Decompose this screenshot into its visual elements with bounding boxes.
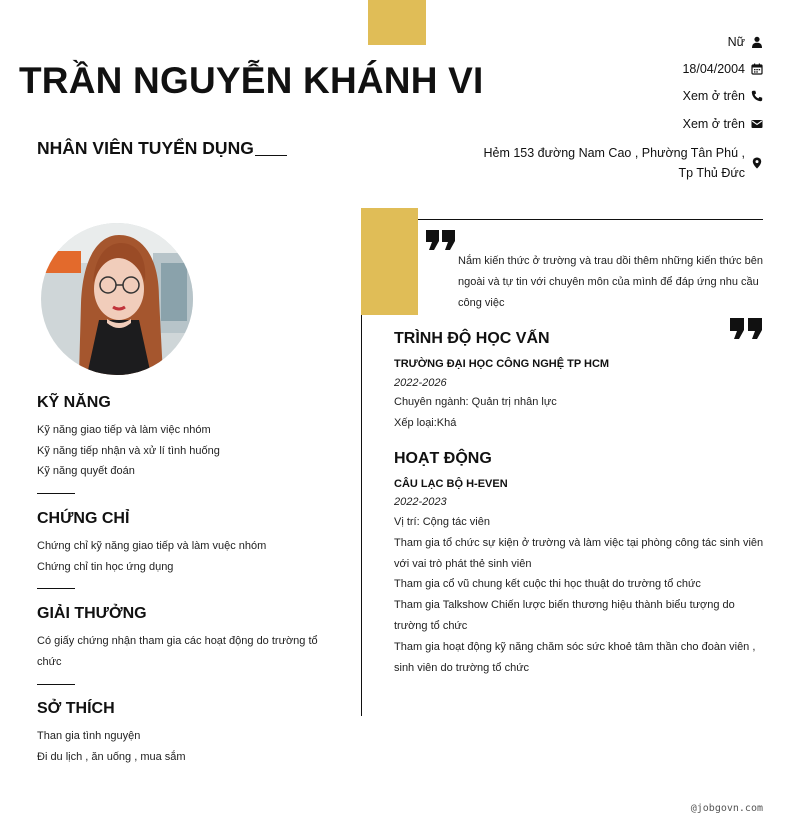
certificate-item: Chứng chỉ tin học ứng dụng bbox=[37, 561, 174, 573]
contact-gender bbox=[728, 35, 763, 49]
gender-text: Nữ bbox=[727, 35, 745, 49]
avatar-photo bbox=[41, 223, 193, 375]
section-divider bbox=[37, 588, 75, 589]
address-line-1: Hẻm 153 đường Nam Cao , Phường Tân Phú , bbox=[483, 146, 745, 160]
skill-item: Kỹ năng quyết đoán bbox=[37, 465, 135, 477]
school-name: TRƯỜNG ĐẠI HỌC CÔNG NGHỆ TP HCM bbox=[394, 358, 610, 370]
email-text: Xem ở trên bbox=[682, 117, 745, 131]
activity-item: Tham gia tổ chức sự kiện ở trường và làm việc tại phòng công tác sinh viên với vai trò phát thẻ sinh viên bbox=[394, 537, 764, 570]
contact-phone bbox=[683, 89, 763, 103]
education-title: TRÌNH ĐỘ HỌC VẤN bbox=[394, 330, 550, 347]
phone-icon bbox=[751, 90, 763, 102]
education-rank: Xếp loại:Khá bbox=[394, 417, 457, 429]
dob-text: 18/04/2004 bbox=[682, 62, 745, 76]
certificate-item: Chứng chỉ kỹ năng giao tiếp và làm vuệc nhóm bbox=[37, 540, 267, 552]
quote-accent-block bbox=[361, 208, 418, 315]
awards-title: GIẢI THƯỞNG bbox=[37, 605, 147, 622]
contact-dob bbox=[682, 62, 763, 76]
candidate-name: TRẦN NGUYỄN KHÁNH VI bbox=[19, 60, 484, 101]
education-major: Chuyên ngành: Quản trị nhân lực bbox=[394, 396, 557, 408]
section-divider bbox=[37, 493, 75, 494]
quote-top-rule bbox=[418, 219, 763, 220]
objective-text: Nắm kiến thức ở trường và trau dồi thêm những kiến thức bên ngoài và tự tin với chuyên môn của mình để đáp ứng nhu cầu công việc bbox=[458, 255, 763, 309]
contact-email bbox=[683, 117, 763, 131]
certificates-title: CHỨNG CHỈ bbox=[37, 510, 130, 527]
hobby-item: Than gia tình nguyện bbox=[37, 730, 141, 742]
address-line-2: Tp Thủ Đức bbox=[678, 166, 745, 180]
education-period: 2022-2026 bbox=[394, 377, 447, 389]
calendar-icon bbox=[751, 63, 763, 75]
address-text bbox=[483, 143, 745, 183]
contact-address bbox=[483, 143, 763, 183]
activity-position: Vị trí: Cộng tác viên bbox=[394, 516, 490, 528]
activities-title: HOẠT ĐỘNG bbox=[394, 450, 492, 467]
skill-item: Kỹ năng tiếp nhận và xử lí tình huống bbox=[37, 445, 220, 457]
quote-close-icon bbox=[730, 318, 763, 339]
section-divider bbox=[37, 684, 75, 685]
job-title-text: NHÂN VIÊN TUYỂN DỤNG bbox=[37, 138, 254, 158]
mail-icon bbox=[751, 118, 763, 130]
user-icon bbox=[751, 36, 763, 48]
avatar bbox=[41, 223, 193, 375]
activity-item: Tham gia hoạt động kỹ năng chăm sóc sức khoẻ tâm thần cho đoàn viên , sinh viên do trường tổ chức bbox=[394, 641, 756, 674]
top-accent-block bbox=[368, 0, 426, 45]
award-text: Có giấy chứng nhận tham gia các hoạt động do trường tổ chức bbox=[37, 635, 318, 668]
activity-item: Tham gia cổ vũ chung kết cuộc thi học thuật do trường tổ chức bbox=[394, 578, 701, 590]
activity-period: 2022-2023 bbox=[394, 496, 447, 508]
location-pin-icon bbox=[751, 157, 763, 169]
job-title-underline bbox=[255, 155, 287, 156]
watermark: @jobgovn.com bbox=[690, 803, 763, 814]
phone-text: Xem ở trên bbox=[682, 89, 745, 103]
activity-item: Tham gia Talkshow Chiến lược biến thương hiệu thành biểu tượng do trường tổ chức bbox=[394, 599, 735, 632]
job-title bbox=[37, 138, 287, 159]
skills-title: KỸ NĂNG bbox=[37, 394, 111, 411]
quote-open-icon bbox=[426, 230, 456, 250]
hobbies-title: SỞ THÍCH bbox=[37, 700, 115, 717]
column-divider-line bbox=[361, 315, 362, 716]
activity-org: CÂU LẠC BỘ H-EVEN bbox=[394, 478, 508, 490]
skill-item: Kỹ năng giao tiếp và làm việc nhóm bbox=[37, 424, 211, 436]
hobby-item: Đi du lịch , ăn uống , mua sắm bbox=[37, 751, 186, 763]
